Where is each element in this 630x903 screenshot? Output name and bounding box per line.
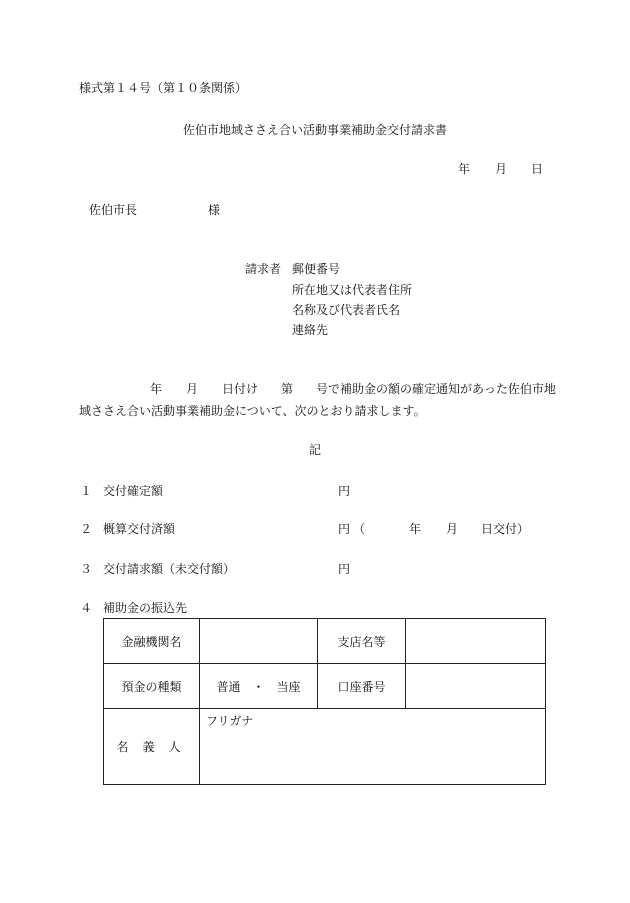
body-month: 月 [186,382,199,396]
item-3-unit: 円 [338,562,351,576]
deposit-type-options[interactable]: 普通 ・ 当座 [200,664,318,709]
item-2-label: 概算交付済額 [103,522,176,536]
body-dated: 日付け [222,382,259,396]
ki-heading: 記 [308,443,321,457]
item-2-number: ２ [80,522,93,536]
account-number-value[interactable] [406,664,546,709]
document-title: 佐伯市地域ささえ合い活動事業補助金交付請求書 [182,123,447,137]
item-1-unit: 円 [338,484,351,498]
item-1-label: 交付確定額 [103,484,164,498]
item-1-number: １ [80,484,93,498]
date-month: 月 [495,162,508,176]
deposit-type-label: 預金の種類 [104,664,200,709]
account-holder-value[interactable] [200,709,546,785]
account-holder-label: 名義人 [104,709,200,785]
body-year: 年 [150,382,163,396]
addressee-honorific: 様 [208,203,221,217]
requester-name: 名称及び代表者氏名 [292,303,401,317]
institution-value[interactable] [200,619,318,664]
requester-address: 所在地又は代表者住所 [292,283,413,297]
item-2-day-suffix: 日交付） [481,522,530,536]
institution-label: 金融機関名 [104,619,200,664]
branch-value[interactable] [406,619,546,664]
requester-contact: 連絡先 [292,323,329,337]
furigana-label: フリガナ [206,714,254,728]
item-2-unit: 円 [338,522,351,536]
item-4-label: 補助金の振込先 [103,601,188,615]
item-2-year: 年 [409,522,422,536]
date-day: 日 [531,162,544,176]
form-number: 様式第１４号（第１０条関係） [79,81,248,95]
branch-label: 支店名等 [318,619,406,664]
item-4-number: ４ [80,601,93,615]
addressee-name: 佐伯市長 [89,203,138,217]
requester-label: 請求者 [245,262,282,276]
bank-transfer-table [103,618,546,785]
requester-postal-code: 郵便番号 [292,262,341,276]
date-year: 年 [458,162,471,176]
body-line-2: 域ささえ合い活動事業補助金について、次のとおり請求します。 [79,404,426,418]
item-3-number: ３ [80,562,93,576]
item-2-paren-open: （ [353,522,366,536]
item-2-month: 月 [446,522,459,536]
body-dai: 第 [281,382,294,396]
account-number-label: 口座番号 [318,664,406,709]
body-go-text: 号で補助金の額の確定通知があった佐伯市地 [316,382,556,396]
item-3-label: 交付請求額（未交付額） [103,562,236,576]
